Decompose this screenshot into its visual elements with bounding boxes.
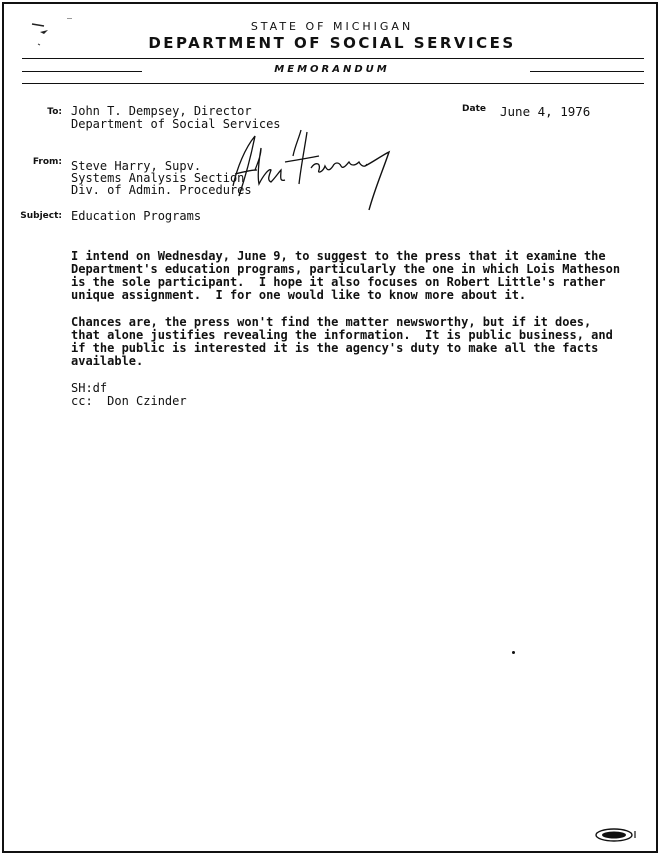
- memorandum-label: MEMORANDUM: [274, 64, 390, 75]
- speck: [67, 18, 72, 19]
- rule-top: [22, 58, 644, 59]
- typist-initials: SH:df: [71, 381, 108, 395]
- from-line-2: Systems Analysis Section: [71, 171, 245, 185]
- union-bug-stamp-icon: [594, 826, 640, 844]
- cc-line: cc: Don Czinder: [71, 394, 187, 408]
- from-line-1: Steve Harry, Supv.: [71, 159, 202, 173]
- body-paragraph-2-line-4: available.: [71, 354, 144, 368]
- subject-value: Education Programs: [71, 209, 202, 223]
- date-value: June 4, 1976: [500, 104, 591, 119]
- to-line-1: John T. Dempsey, Director: [71, 104, 252, 118]
- to-label: To:: [47, 107, 62, 117]
- subject-label: Subject:: [20, 211, 62, 221]
- to-line-2: Department of Social Services: [71, 117, 281, 131]
- speck: [512, 651, 515, 654]
- body-paragraph-1-line-4: unique assignment. I for one would like to know more about it.: [71, 288, 527, 302]
- from-label: From:: [32, 157, 62, 167]
- body-paragraph-1-line-1: I intend on Wednesday, June 9, to suggest to the press that it examine the: [71, 249, 606, 263]
- date-label: Date: [462, 104, 486, 114]
- body-paragraph-2-line-3: if the public is interested it is the agency's duty to make all the facts: [71, 341, 599, 355]
- body-paragraph-1-line-2: Department's education programs, particularly the one in which Lois Matheson: [71, 262, 621, 276]
- department-heading: DEPARTMENT OF SOCIAL SERVICES: [148, 34, 516, 52]
- rule-bottom: [22, 83, 644, 84]
- body-paragraph-2-line-2: that alone justifies revealing the information. It is public business, and: [71, 328, 613, 342]
- from-line-3: Div. of Admin. Procedures: [71, 183, 252, 197]
- state-heading: STATE OF MICHIGAN: [250, 20, 414, 33]
- handwritten-signature: [215, 126, 405, 216]
- body-paragraph-1-line-3: is the sole participant. I hope it also focuses on Robert Little's rather: [71, 275, 606, 289]
- body-paragraph-2-line-1: Chances are, the press won't find the matter newsworthy, but if it does,: [71, 315, 592, 329]
